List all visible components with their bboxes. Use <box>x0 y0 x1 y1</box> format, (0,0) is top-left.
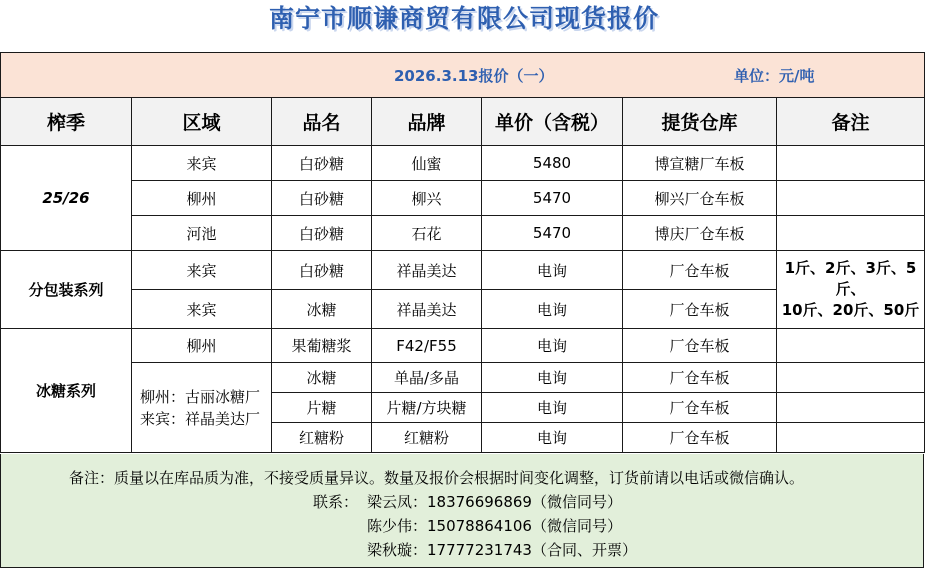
cell-region: 柳州 <box>132 181 272 216</box>
table-row <box>1 181 925 216</box>
table-row <box>1 329 925 363</box>
cell-warehouse: 厂仓车板 <box>623 251 777 290</box>
cell-price: 电询 <box>482 363 623 393</box>
cell-price: 5470 <box>482 216 623 251</box>
cell-price: 电询 <box>482 290 623 329</box>
col-header-brand: 品牌 <box>372 98 482 146</box>
cell-brand: 祥晶美达 <box>372 290 482 329</box>
cell-price: 电询 <box>482 393 623 423</box>
cell-product: 白砂糖 <box>272 216 372 251</box>
cell-brand: 石花 <box>372 216 482 251</box>
cell-product: 冰糖 <box>272 290 372 329</box>
footer-notes <box>0 454 924 568</box>
cell-remark <box>777 181 925 216</box>
col-header-warehouse: 提货仓库 <box>623 98 777 146</box>
cell-remark <box>777 393 925 423</box>
cell-remark <box>777 423 925 453</box>
cell-region: 来宾 <box>132 146 272 181</box>
cell-product: 果葡糖浆 <box>272 329 372 363</box>
table-row <box>1 216 925 251</box>
cell-product: 冰糖 <box>272 363 372 393</box>
cell-price: 电询 <box>482 251 623 290</box>
col-header-remark: 备注 <box>777 98 925 146</box>
pack-size-line2: 10斤、20斤、50斤 <box>781 301 920 319</box>
quote-date: 2026.3.13报价（一） <box>394 67 554 85</box>
cell-region: 河池 <box>132 216 272 251</box>
cell-price: 5480 <box>482 146 623 181</box>
footer-note: 备注：质量以在库品质为准，不接受质量异议。数量及报价会根据时间变化调整，订货前请以电话或微信确认。 <box>69 469 805 487</box>
candy-series-label: 冰糖系列 <box>1 329 132 453</box>
cell-product: 白砂糖 <box>272 146 372 181</box>
cell-remark <box>777 216 925 251</box>
page-title: 南宁市顺谦商贸有限公司现货报价 <box>268 4 659 33</box>
cell-warehouse: 博庆厂仓车板 <box>623 216 777 251</box>
cell-region: 柳州 <box>132 329 272 363</box>
cell-region: 来宾 <box>132 251 272 290</box>
cell-remark <box>777 146 925 181</box>
cell-price: 5470 <box>482 181 623 216</box>
cell-price: 电询 <box>482 423 623 453</box>
col-header-region: 区域 <box>132 98 272 146</box>
cell-brand: 柳兴 <box>372 181 482 216</box>
cell-brand: 单晶/多晶 <box>372 363 482 393</box>
cell-warehouse: 厂仓车板 <box>623 393 777 423</box>
subheader <box>1 53 925 98</box>
cell-product: 白砂糖 <box>272 181 372 216</box>
cell-warehouse: 厂仓车板 <box>623 363 777 393</box>
candy-origin-line2: 来宾：祥晶美达厂 <box>140 409 261 428</box>
cell-brand: 仙蜜 <box>372 146 482 181</box>
cell-brand: F42/F55 <box>372 329 482 363</box>
candy-origin-line1: 柳州：古丽冰糖厂 <box>140 387 261 406</box>
candy-origin <box>132 363 272 453</box>
cell-remark <box>777 363 925 393</box>
cell-price: 电询 <box>482 329 623 363</box>
cell-warehouse: 厂仓车板 <box>623 329 777 363</box>
cell-warehouse: 柳兴厂仓车板 <box>623 181 777 216</box>
cell-remark <box>777 329 925 363</box>
contact-3: 梁秋璇：17777231743（合同、开票） <box>367 541 637 559</box>
header-row <box>1 98 925 146</box>
contact-1: 梁云凤：18376696869（微信同号） <box>367 493 622 511</box>
cell-brand: 祥晶美达 <box>372 251 482 290</box>
cell-warehouse: 博宣糖厂车板 <box>623 146 777 181</box>
season-label: 25/26 <box>1 146 132 251</box>
cell-warehouse: 厂仓车板 <box>623 290 777 329</box>
pack-size-note <box>777 251 925 329</box>
col-header-price: 单价（含税） <box>482 98 623 146</box>
cell-product: 白砂糖 <box>272 251 372 290</box>
contact-2: 陈少伟：15078864106（微信同号） <box>367 517 622 535</box>
col-header-season: 榨季 <box>1 98 132 146</box>
price-unit: 单位：元/吨 <box>734 67 815 85</box>
contact-label: 联系： <box>313 493 359 511</box>
pack-size-line1: 1斤、2斤、3斤、5斤、 <box>784 259 917 298</box>
cell-warehouse: 厂仓车板 <box>623 423 777 453</box>
price-table <box>0 52 925 453</box>
table-row <box>1 363 925 393</box>
cell-product: 红糖粉 <box>272 423 372 453</box>
cell-brand: 片糖/方块糖 <box>372 393 482 423</box>
col-header-product: 品名 <box>272 98 372 146</box>
table-row <box>1 146 925 181</box>
cell-region: 来宾 <box>132 290 272 329</box>
table-row <box>1 251 925 290</box>
pack-series-label: 分包装系列 <box>1 251 132 329</box>
cell-product: 片糖 <box>272 393 372 423</box>
cell-brand: 红糖粉 <box>372 423 482 453</box>
